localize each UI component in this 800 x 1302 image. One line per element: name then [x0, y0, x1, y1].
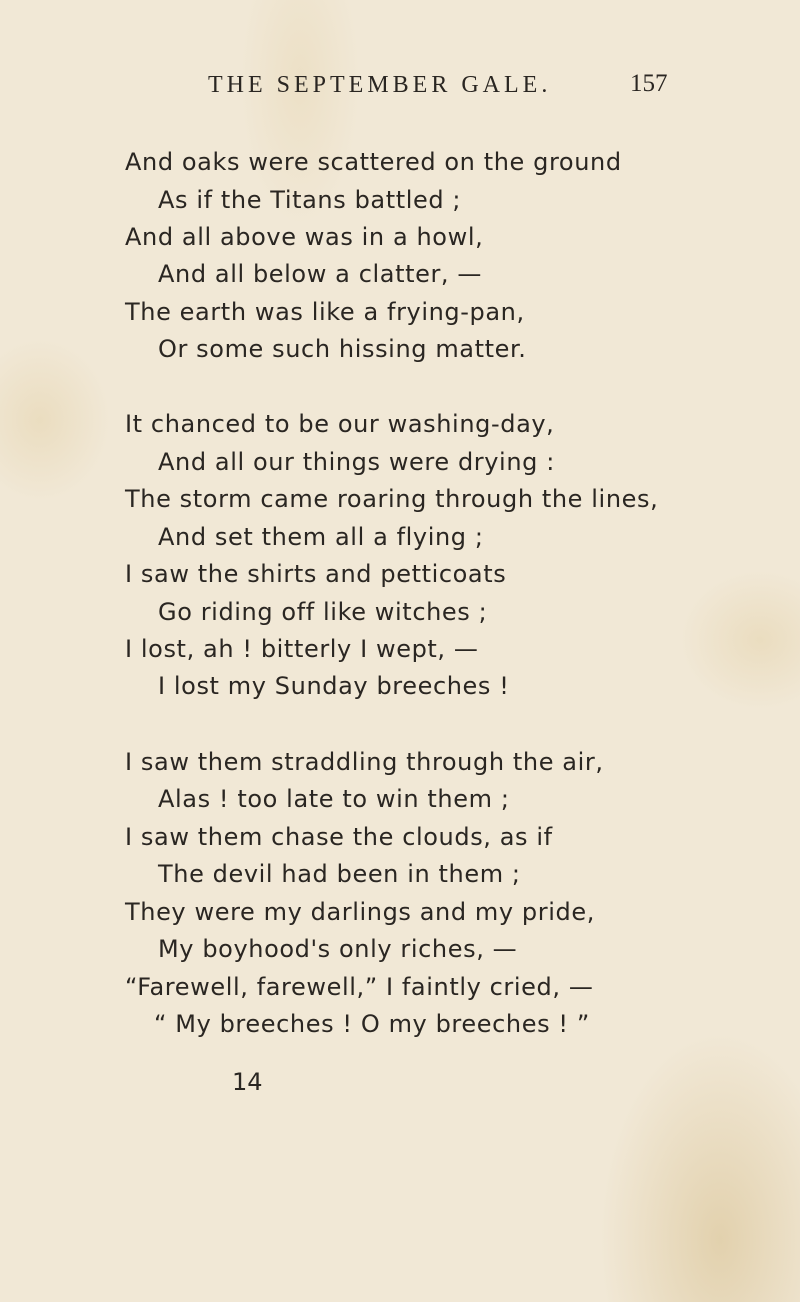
poem-line: “ My breeches ! O my breeches ! ”	[154, 1010, 590, 1038]
poem-line: And all above was in a howl,	[125, 223, 484, 251]
signature-mark: 14	[232, 1068, 263, 1096]
page-number: 157	[630, 70, 668, 97]
poem-line: The earth was like a frying-pan,	[125, 298, 525, 326]
poem-line: They were my darlings and my pride,	[125, 898, 595, 926]
poem-line: The storm came roaring through the lines,	[125, 485, 659, 513]
poem-line: And all our things were drying :	[158, 448, 555, 476]
poem-line: I saw them chase the clouds, as if	[125, 823, 553, 851]
poem-line: Go riding off like witches ;	[158, 598, 488, 626]
poem-line: Or some such hissing matter.	[158, 335, 527, 363]
poem-line: And oaks were scattered on the ground	[125, 148, 622, 176]
poem-line: As if the Titans battled ;	[158, 186, 462, 214]
poem-line: I saw the shirts and petticoats	[125, 560, 507, 588]
poem-line: Alas ! too late to win them ;	[158, 785, 510, 813]
poem-line: I lost, ah ! bitterly I wept, —	[125, 635, 479, 663]
poem-line: I lost my Sunday breeches !	[158, 672, 510, 700]
poem-line: My boyhood's only riches, —	[158, 935, 518, 963]
poem-line: And all below a clatter, —	[158, 260, 482, 288]
poem-line: The devil had been in them ;	[158, 860, 521, 888]
poem-line: It chanced to be our washing-day,	[125, 410, 555, 438]
poem-line: I saw them straddling through the air,	[125, 748, 604, 776]
running-title: THE SEPTEMBER GALE.	[208, 72, 552, 98]
poem-line: “Farewell, farewell,” I faintly cried, —	[125, 973, 594, 1001]
poem-line: And set them all a flying ;	[158, 523, 484, 551]
